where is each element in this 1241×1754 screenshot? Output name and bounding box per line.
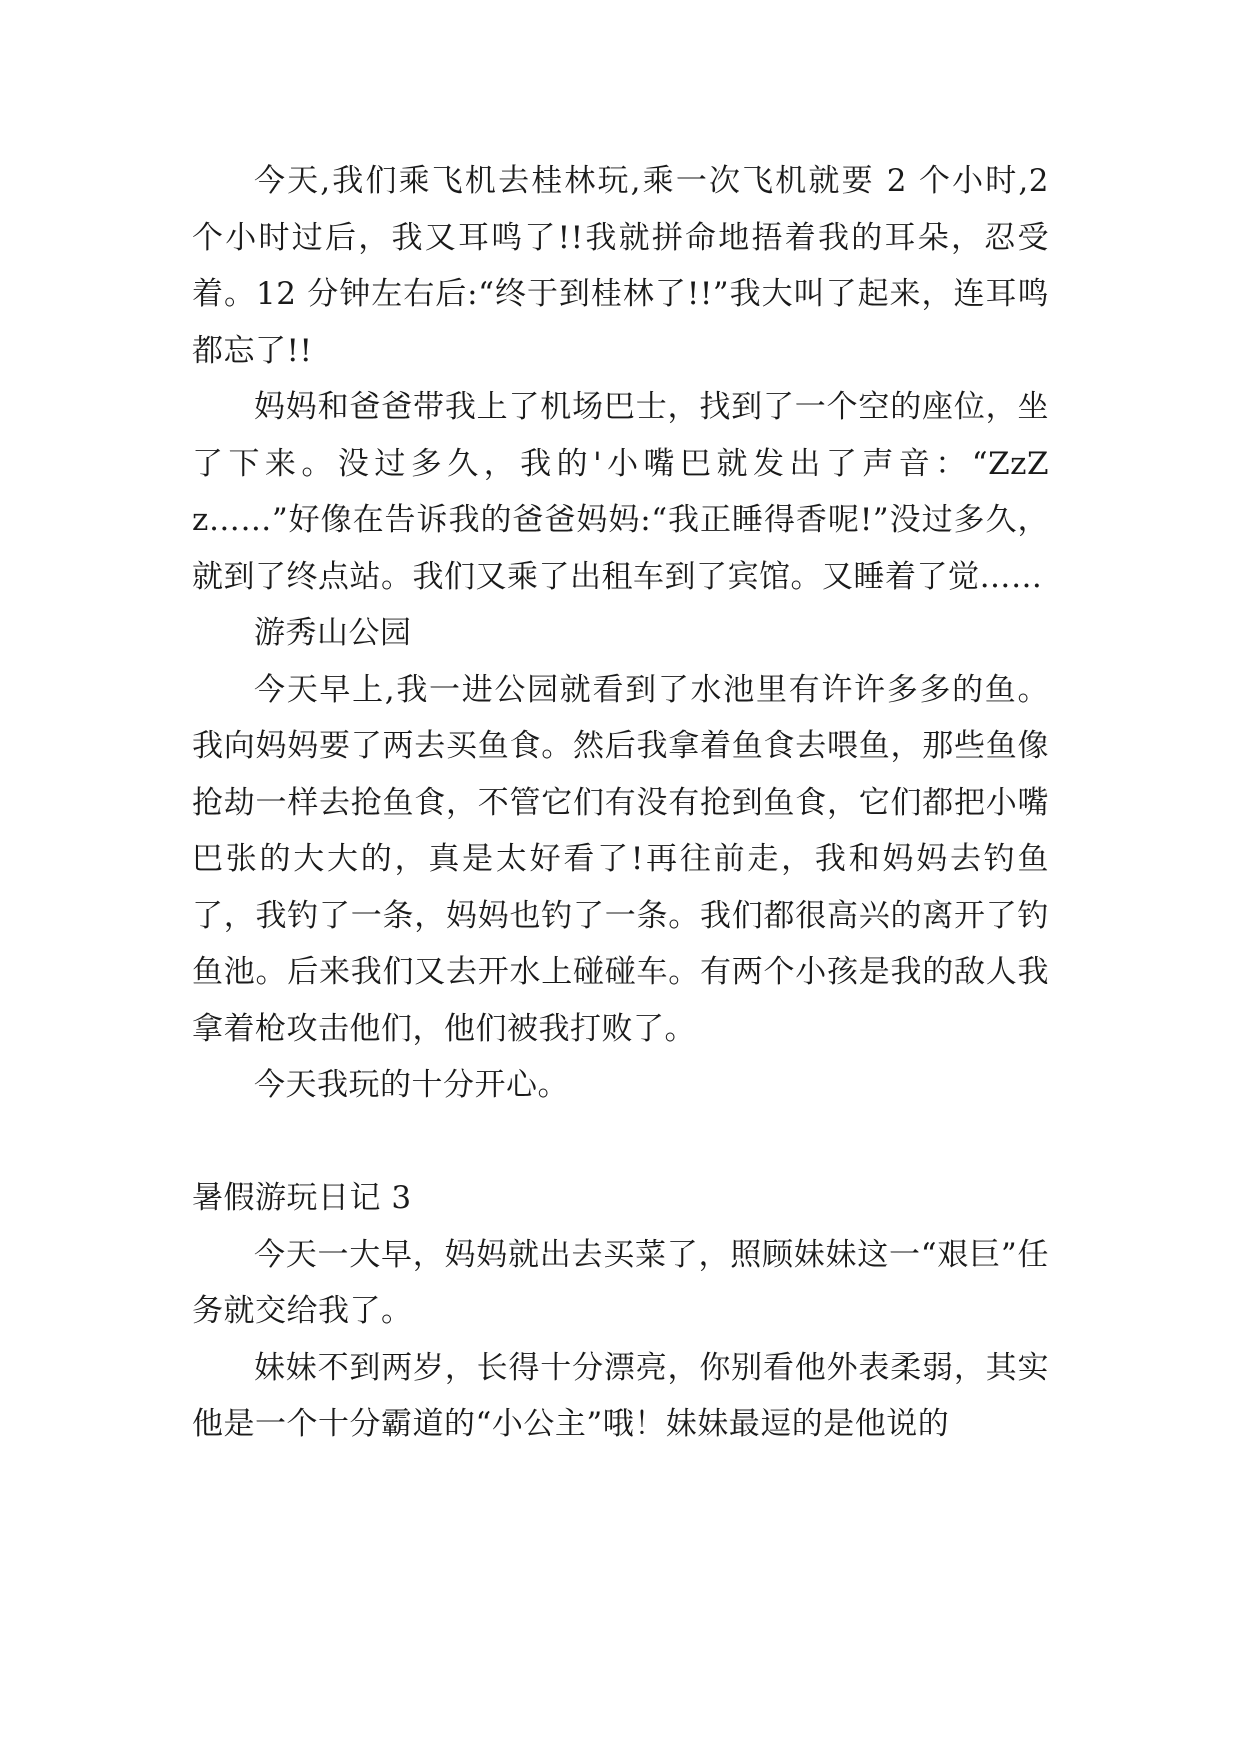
paragraph-babysitting: 今天一大早，妈妈就出去买菜了，照顾妹妹这一“艰巨”任务就交给我了。 xyxy=(192,1236,1049,1329)
section-title: 暑假游玩日记 3 xyxy=(192,1180,412,1216)
paragraph-happy-day: 今天我玩的十分开心。 xyxy=(254,1067,569,1103)
paragraph-airport-bus: 妈妈和爸爸带我上了机场巴士，找到了一个空的座位，坐了下来。没过多久，我的'小嘴巴就发出了声音：“ZzZz……”好像在告诉我的爸爸妈妈:“我正睡得香呢!”没过多久，就到了终点站。我们又乘了出租车到了宾馆。又睡着了觉…… xyxy=(192,389,1049,595)
document-body xyxy=(192,153,1049,1453)
section-gap xyxy=(192,1114,1049,1171)
paragraph-park-visit: 今天早上,我一进公园就看到了水池里有许许多多的鱼。我向妈妈要了两去买鱼食。然后我拿着鱼食去喂鱼，那些鱼像抢劫一样去抢鱼食，不管它们有没有抢到鱼食，它们都把小嘴巴张的大大的，真是太好看了!再往前走，我和妈妈去钓鱼了，我钓了一条，妈妈也钓了一条。我们都很高兴的离开了钓鱼池。后来我们又去开水上碰碰车。有两个小孩是我的敌人我拿着枪攻击他们，他们被我打败了。 xyxy=(192,671,1049,1047)
paragraph-little-sister: 妹妹不到两岁，长得十分漂亮，你别看他外表柔弱，其实他是一个十分霸道的“小公主”哦！妹妹最逗的是他说的 xyxy=(192,1349,1049,1442)
paragraph-flight: 今天,我们乘飞机去桂林玩,乘一次飞机就要 2 个小时,2 个小时过后，我又耳鸣了!!我就拼命地捂着我的耳朵，忍受着。12 分钟左右后:“终于到桂林了!!”我大叫了起来，连耳鸣都忘了!! xyxy=(192,163,1049,369)
subheading-park: 游秀山公园 xyxy=(254,615,412,651)
